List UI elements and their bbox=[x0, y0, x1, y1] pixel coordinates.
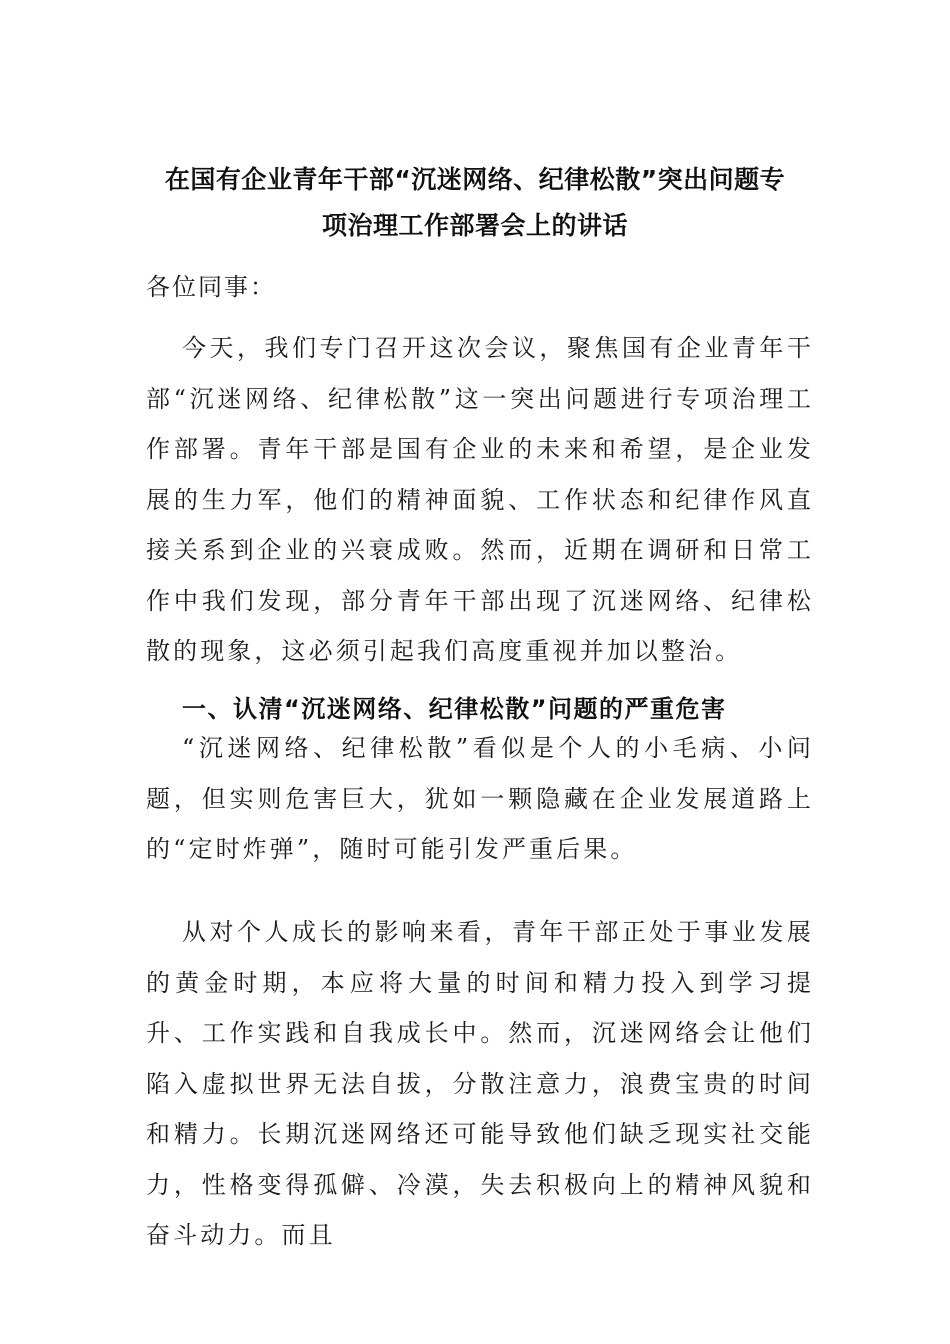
document-title-line-2: 项治理工作部署会上的讲话 bbox=[321, 211, 628, 240]
salutation: 各位同事： bbox=[146, 273, 276, 301]
paragraph-harm-overview: “沉迷网络、纪律松散”看似是个人的小毛病、小问题，但实则危害巨大，犹如一颗隐藏在企业发展道路上的“定时炸弹”，随时可能引发严重后果。 bbox=[146, 734, 814, 863]
document-title-line-1: 在国有企业青年干部“沉迷网络、纪律松散”突出问题专 bbox=[164, 165, 786, 194]
section-heading-1: 一、认清“沉迷网络、纪律松散”问题的严重危害 bbox=[182, 695, 727, 723]
paragraph-intro: 今天，我们专门召开这次会议，聚焦国有企业青年干部“沉迷网络、纪律松散”这一突出问题进行专项治理工作部署。青年干部是国有企业的未来和希望，是企业发展的生力军，他们的精神面貌、工作状态和纪律作风直接关系到企业的兴衰成败。然而，近期在调研和日常工作中我们发现，部分青年干部出现了沉迷网络、纪律松散的现象，这必须引起我们高度重视并加以整治。 bbox=[146, 334, 814, 665]
paragraph-personal-growth: 从对个人成长的影响来看，青年干部正处于事业发展的黄金时期，本应将大量的时间和精力投入到学习提升、工作实践和自我成长中。然而，沉迷网络会让他们陷入虚拟世界无法自拔，分散注意力，浪费宝贵的时间和精力。长期沉迷网络还可能导致他们缺乏现实社交能力，性格变得孤僻、冷漠，失去积极向上的精神风貌和奋斗动力。而且 bbox=[146, 918, 814, 1249]
